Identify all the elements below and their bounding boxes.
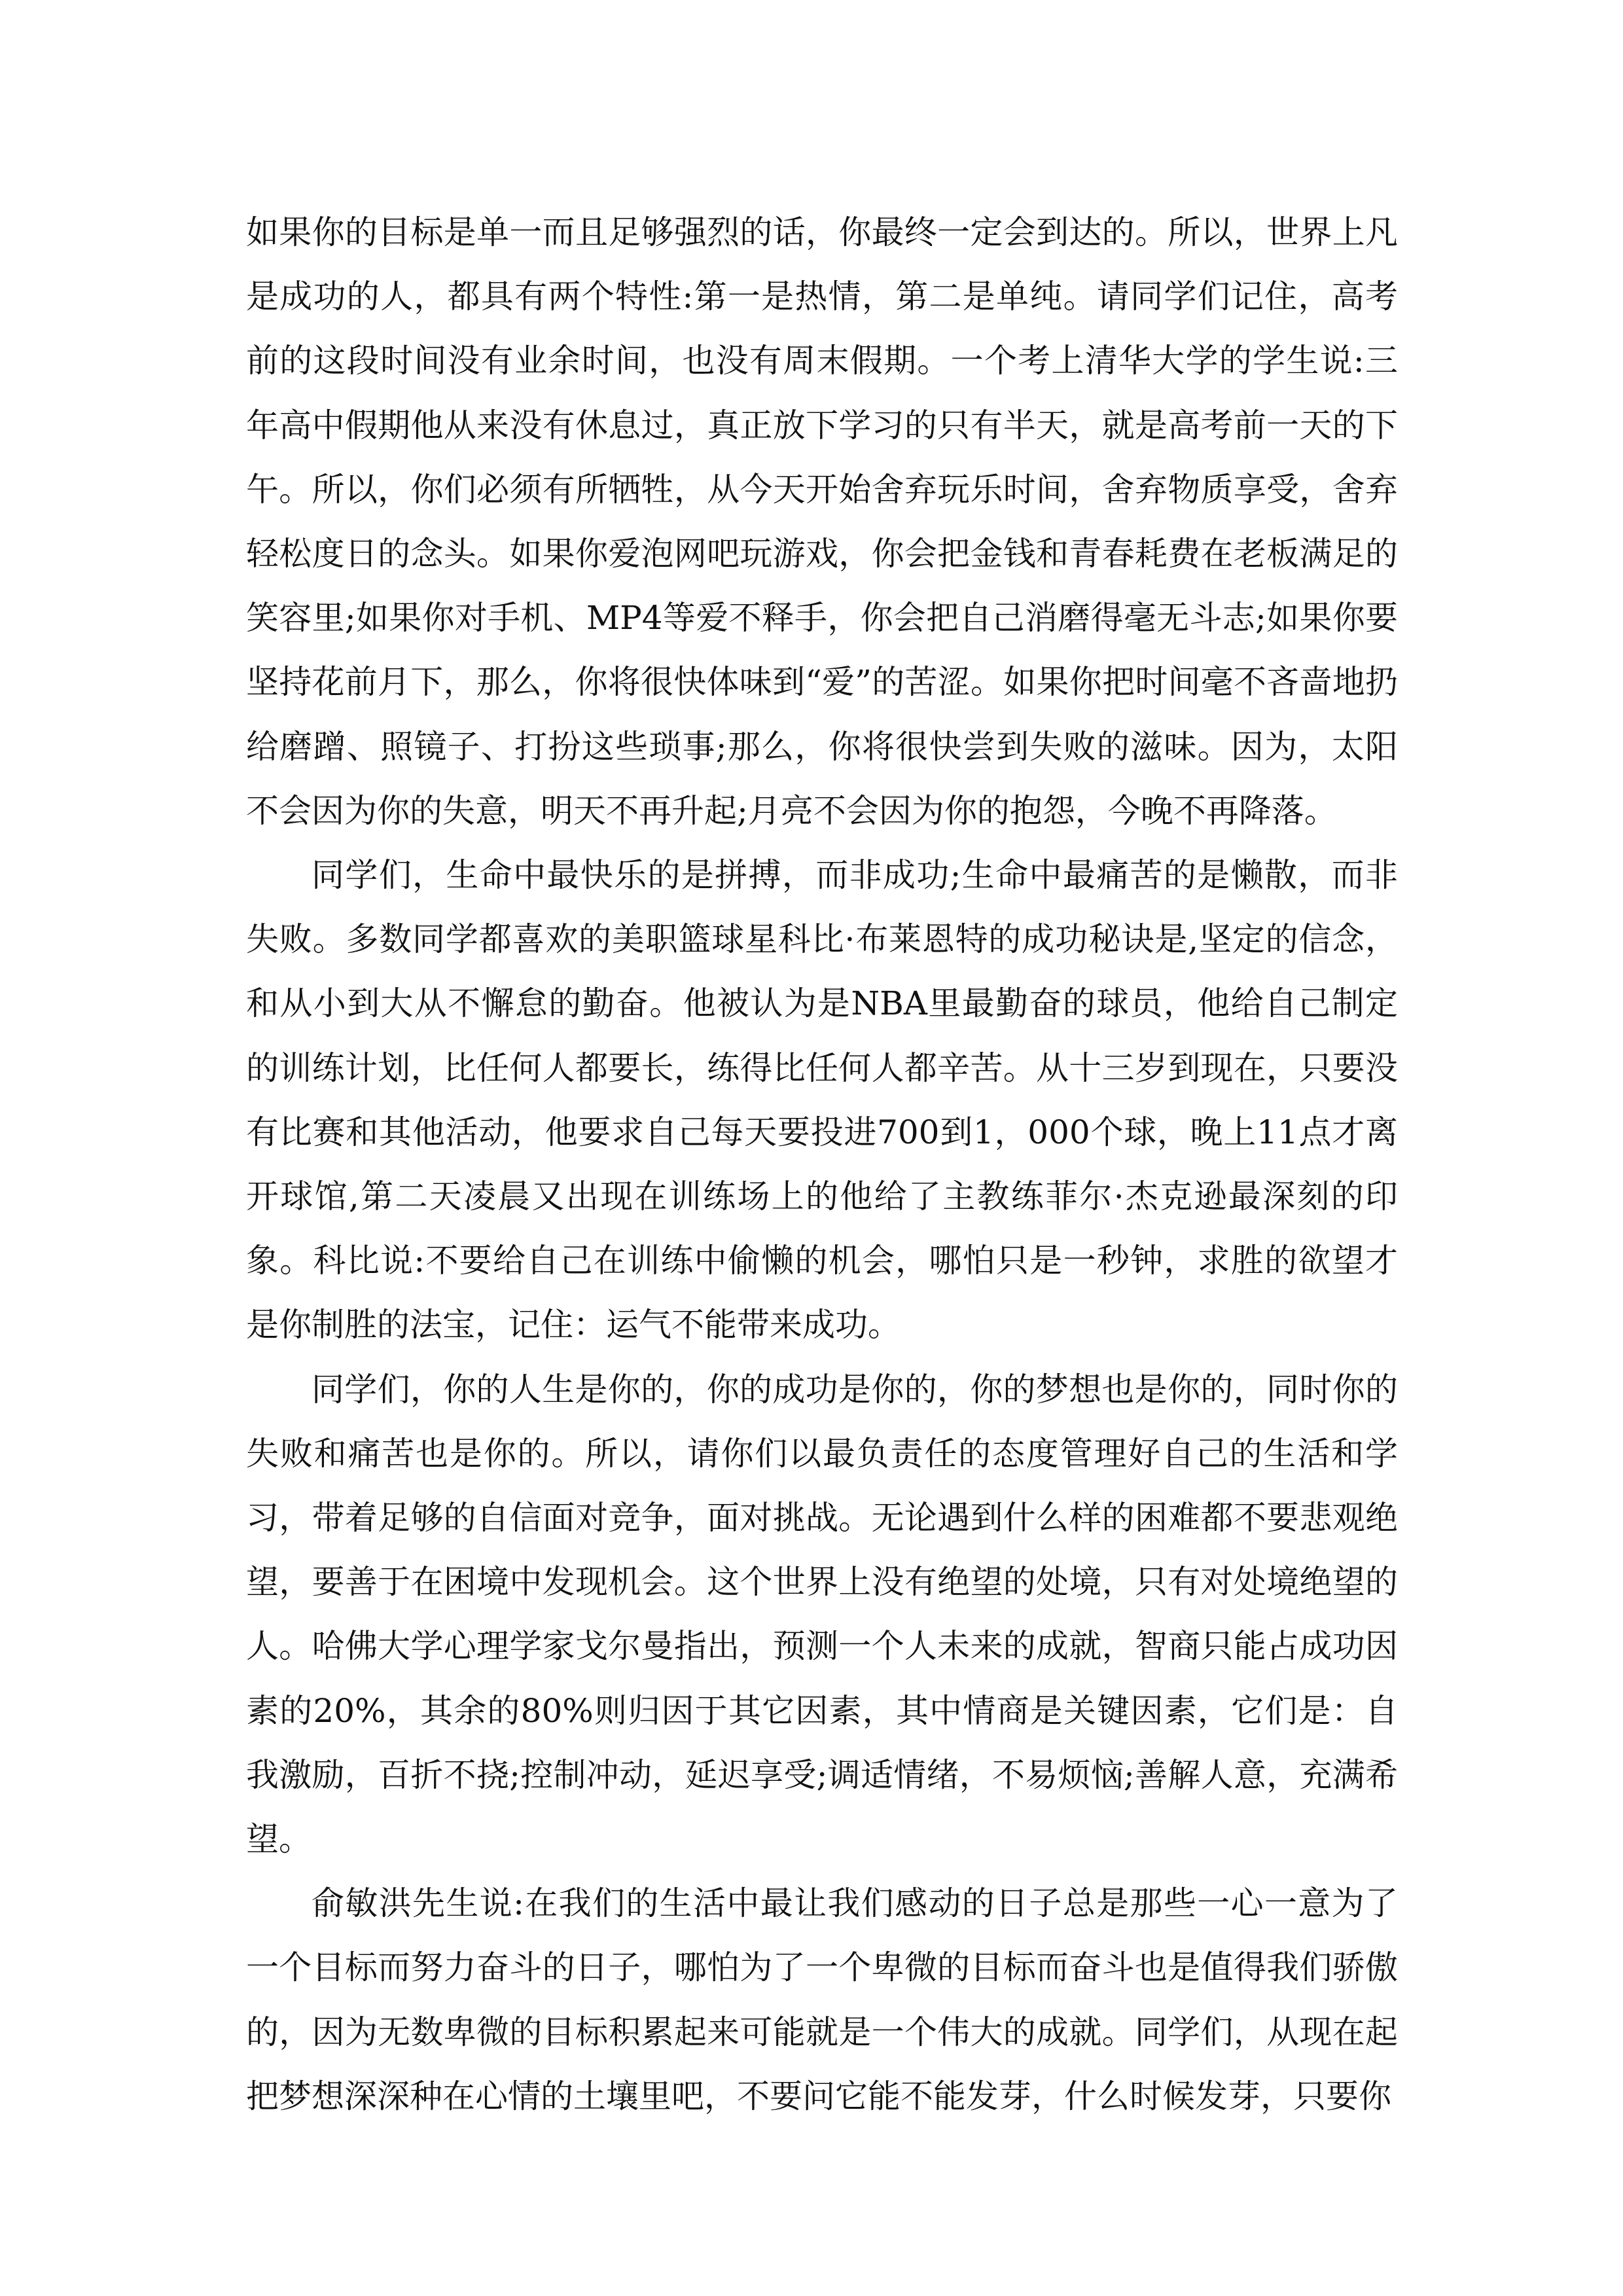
- paragraph-continued: 如果你的目标是单一而且足够强烈的话，你最终一定会到达的。所以，世界上凡是成功的人，都具有两个特性:第一是热情，第二是单纯。请同学们记住，高考前的这段时间没有业余时间，也没有周末假期。一个考上清华大学的学生说:三年高中假期他从来没有休息过，真正放下学习的只有半天，就是高考前一天的下午。所以，你们必须有所牺牲，从今天开始舍弃玩乐时间，舍弃物质享受，舍弃轻松度日的念头。如果你爱泡网吧玩游戏，你会把金钱和青春耗费在老板满足的笑容里;如果你对手机、MP4等爱不释手，你会把自己消磨得毫无斗志;如果你要坚持花前月下，那么，你将很快体味到“爱”的苦涩。如果你把时间毫不吝啬地扔给磨蹭、照镜子、打扮这些琐事;那么，你将很快尝到失败的滋味。因为，太阳不会因为你的失意，明天不再升起;月亮不会因为你的抱怨，今晚不再降落。: [246, 213, 1398, 830]
- body-text: [246, 200, 1398, 2128]
- paragraph-hard-work: 同学们，生命中最快乐的是拼搏，而非成功;生命中最痛苦的是懒散，而非失败。多数同学都喜欢的美职篮球星科比·布莱恩特的成功秘诀是,坚定的信念，和从小到大从不懈怠的勤奋。他被认为是NBA里最勤奋的球员，他给自己制定的训练计划，比任何人都要长，练得比任何人都辛苦。从十三岁到现在，只要没有比赛和其他活动，他要求自己每天要投进700到1，000个球，晚上11点才离开球馆,第二天凌晨又出现在训练场上的他给了主教练菲尔·杰克逊最深刻的印象。科比说:不要给自己在训练中偷懒的机会，哪怕只是一秒钟，求胜的欲望才是你制胜的法宝，记住：运气不能带来成功。: [246, 856, 1398, 1344]
- paragraph-responsibility: 同学们，你的人生是你的，你的成功是你的，你的梦想也是你的，同时你的失败和痛苦也是你的。所以，请你们以最负责任的态度管理好自己的生活和学习，带着足够的自信面对竞争，面对挑战。无论遇到什么样的困难都不要悲观绝望，要善于在困境中发现机会。这个世界上没有绝望的处境，只有对处境绝望的人。哈佛大学心理学家戈尔曼指出，预测一个人未来的成就，智商只能占成功因素的20%，其余的80%则归因于其它因素，其中情商是关键因素，它们是：自我激励，百折不挠;控制冲动，延迟享受;调适情绪，不易烦恼;善解人意，充满希望。: [246, 1370, 1398, 1859]
- paragraph-dream: 俞敏洪先生说:在我们的生活中最让我们感动的日子总是那些一心一意为了一个目标而努力奋斗的日子，哪怕为了一个卑微的目标而奋斗也是值得我们骄傲的，因为无数卑微的目标积累起来可能就是一个伟大的成就。同学们，从现在起把梦想深深种在心情的土壤里吧，不要问它能不能发芽，什么时候发芽，只要你: [246, 1884, 1398, 2115]
